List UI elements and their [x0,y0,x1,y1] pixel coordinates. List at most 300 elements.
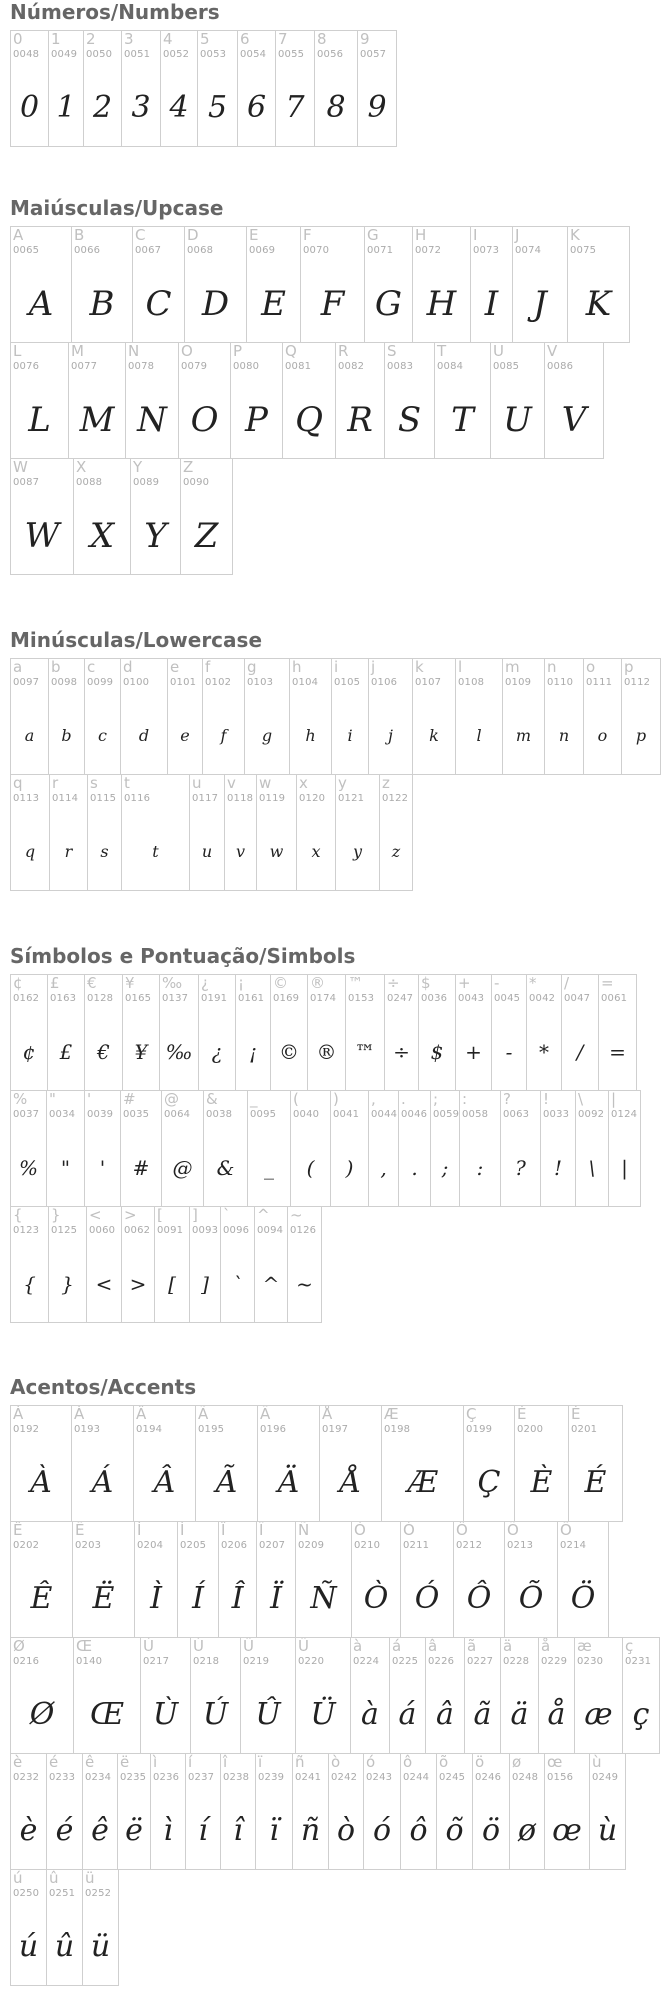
char-label: € [87,974,97,992]
glyph-sample: v [235,842,246,861]
glyph-sample: 9 [367,90,387,125]
char-code: 0244 [403,1772,430,1783]
glyph-sample: ™ [355,1039,375,1064]
glyph-sample: ¡ [248,1039,258,1064]
char-code: 0046 [401,1109,428,1120]
glyph-sample: G [374,283,403,324]
glyph-cell [335,342,385,459]
char-label: s [90,774,98,792]
glyph-sample: F [320,283,345,324]
char-label: $ [421,974,431,992]
char-code: 0110 [547,677,574,688]
char-label: æ [577,1637,592,1655]
glyph-sample: À [30,1465,52,1500]
char-label: î [223,1753,228,1771]
char-code: 0229 [541,1656,568,1667]
char-code: 0111 [586,677,613,688]
glyph-sample: w [269,842,284,861]
glyph-sample: Å [339,1465,362,1500]
glyph-cell [434,342,491,459]
glyph-cell [117,1753,151,1870]
glyph-sample: u [201,842,213,861]
glyph-sample: Á [91,1465,114,1500]
char-label: Œ [76,1637,93,1655]
char-code: 0057 [360,49,387,60]
glyph-cell [48,658,85,775]
char-label: ! [543,1090,550,1108]
glyph-cell [363,1753,401,1870]
glyph-sample: â [436,1697,454,1732]
char-label: m [505,658,520,676]
char-code: 0078 [128,361,155,372]
char-label: ¡ [238,974,245,992]
char-code: 0174 [310,993,337,1004]
char-code: 0109 [505,677,532,688]
char-label: O [181,342,193,360]
glyph-cell [46,1090,85,1207]
glyph-sample: ñ [300,1813,321,1848]
glyph-cell [10,1405,72,1522]
glyph-cell [314,30,358,147]
char-label: M [71,342,84,360]
char-code: 0122 [382,793,409,804]
glyph-cell [10,226,72,343]
char-label: P [233,342,243,360]
glyph-sample: Û [255,1697,281,1732]
char-code: 0097 [13,677,40,688]
char-code: 0125 [51,1225,78,1236]
char-label: œ [547,1753,563,1771]
glyph-cell [330,1090,369,1207]
char-code: 0090 [183,477,210,488]
char-label: ™ [348,974,363,992]
glyph-cell [247,1090,291,1207]
char-label: ÷ [387,974,400,992]
char-label: Ê [13,1521,23,1539]
glyph-sample: ¿ [211,1039,223,1064]
glyph-sample: Â [153,1465,176,1500]
glyph-sample: H [426,283,457,324]
char-code: 0140 [76,1656,103,1667]
glyph-sample: P [245,399,268,440]
glyph-cell [159,974,199,1091]
glyph-cell [509,1753,545,1870]
glyph-cell [10,1869,47,1986]
glyph-cell [514,1405,569,1522]
char-label: ^ [257,1206,270,1224]
glyph-sample: ü [90,1929,111,1964]
section-accents [10,1375,660,1985]
char-label: Z [183,458,194,476]
char-code: 0100 [123,677,150,688]
char-label: È [517,1405,527,1423]
glyph-sample: M [79,399,115,440]
char-label: q [13,774,23,792]
glyph-cell [230,342,283,459]
glyph-cell [47,974,85,1091]
char-code: 0217 [143,1656,170,1667]
glyph-cell [491,974,527,1091]
char-code: 0120 [299,793,326,804]
glyph-cell [364,226,413,343]
glyph-cell [130,458,181,575]
char-code: 0204 [137,1540,164,1551]
char-label: Ù [143,1637,154,1655]
glyph-sample: & [216,1155,235,1180]
glyph-sample: V [561,399,587,440]
char-code: 0205 [180,1540,207,1551]
char-code: 0058 [462,1109,489,1120]
char-code: 0113 [13,793,40,804]
char-code: 0045 [494,993,521,1004]
char-label: ® [310,974,325,992]
glyph-cell [202,658,245,775]
glyph-cell [455,658,503,775]
char-label: } [51,1206,61,1224]
glyph-sample: à [361,1697,379,1732]
char-label: T [437,342,447,360]
glyph-sample: ¥ [134,1039,148,1064]
char-label: Ä [260,1405,271,1423]
glyph-sample: ( [306,1155,315,1180]
glyph-sample: Ô [466,1581,492,1616]
char-code: 0063 [503,1109,530,1120]
char-label: Ü [298,1637,309,1655]
glyph-sample: " [60,1155,71,1180]
glyph-sample: A [28,283,54,324]
char-label: ç [625,1637,634,1655]
glyph-sample: Ø [29,1697,55,1732]
glyph-sample: U [503,399,532,440]
char-code: 0193 [74,1424,101,1435]
char-code: 0191 [201,993,228,1004]
char-label: d [123,658,133,676]
char-label: % [13,1090,28,1108]
glyph-sample: j [388,726,393,745]
glyph-sample: Ü [310,1697,336,1732]
glyph-cell [351,1521,401,1638]
glyph-sample: ø [517,1813,537,1848]
glyph-cell [218,1521,257,1638]
char-label: _ [250,1090,258,1108]
glyph-cell [598,974,637,1091]
char-label: r [52,774,59,792]
char-label: N [128,342,140,360]
glyph-sample: ò [336,1813,356,1848]
char-code: 0115 [90,793,117,804]
glyph-sample: k [429,726,439,745]
char-code: 0084 [437,361,464,372]
glyph-cell [10,1090,47,1207]
char-code: 0038 [206,1109,233,1120]
glyph-sample: C [145,283,172,324]
char-code: 0066 [74,245,101,256]
char-code: 0035 [123,1109,150,1120]
char-code: 0042 [529,993,556,1004]
char-label: & [206,1090,218,1108]
char-label: Û [243,1637,254,1655]
char-code: 0056 [317,49,344,60]
char-code: 0116 [124,793,151,804]
char-code: 0104 [292,677,319,688]
char-code: 0082 [338,361,365,372]
char-label: 5 [200,30,210,48]
char-code: 0211 [403,1540,430,1551]
char-label: x [299,774,308,792]
char-label: # [123,1090,136,1108]
glyph-sample: R [347,399,373,440]
char-code: 0192 [13,1424,40,1435]
char-code: 0054 [240,49,267,60]
char-code: 0039 [87,1109,114,1120]
glyph-cell [237,30,276,147]
glyph-cell [82,1869,119,1986]
char-code: 0086 [547,361,574,372]
char-code: 0052 [163,49,190,60]
glyph-sample: è [19,1813,38,1848]
glyph-sample: $ [430,1039,444,1064]
glyph-sample: ë [125,1813,143,1848]
char-label: | [611,1090,617,1108]
glyph-sample: Õ [518,1581,544,1616]
glyph-cell [240,1637,296,1754]
glyph-sample: % [18,1155,38,1180]
char-code: 0074 [515,245,542,256]
char-code: 0219 [243,1656,270,1667]
char-label: Ë [75,1521,85,1539]
glyph-sample: h [305,726,316,745]
glyph-sample: - [505,1039,513,1064]
char-label: . [401,1090,406,1108]
glyph-cell [235,974,271,1091]
glyph-sample: L [28,399,51,440]
glyph-cell [220,1206,255,1323]
char-code: 0245 [439,1772,466,1783]
char-label: C [135,226,146,244]
glyph-cell [190,1637,241,1754]
glyph-cell [464,1637,501,1754]
glyph-sample: ~ [296,1271,313,1296]
char-code: 0098 [51,677,78,688]
char-label: z [382,774,390,792]
char-label: v [227,774,236,792]
glyph-sample: œ [552,1813,582,1848]
glyph-cell [544,658,584,775]
char-label: í [188,1753,193,1771]
char-label: ü [85,1869,95,1887]
glyph-cell [512,226,568,343]
glyph-sample: ì [163,1813,173,1848]
char-label: X [76,458,87,476]
glyph-sample: Z [194,515,219,556]
char-label: ; [433,1090,439,1108]
char-label: á [392,1637,402,1655]
glyph-cell [255,1753,293,1870]
char-label: é [49,1753,59,1771]
glyph-sample: ` [232,1271,243,1296]
glyph-sample: s [100,842,109,861]
glyph-cell [557,1521,609,1638]
char-code: 0118 [227,793,254,804]
glyph-sample: e [180,726,190,745]
glyph-cell [544,1753,590,1870]
glyph-sample: Ê [30,1581,53,1616]
glyph-cell [561,974,599,1091]
glyph-sample: ] [201,1271,209,1296]
char-label: ï [258,1753,263,1771]
glyph-sample: ö [481,1813,501,1848]
glyph-cell [10,1753,47,1870]
char-code: 0085 [493,361,520,372]
glyph-cell [73,1637,141,1754]
glyph-cell [384,974,419,1091]
char-label: ë [120,1753,130,1771]
char-label: G [367,226,379,244]
char-code: 0092 [578,1109,605,1120]
char-label: õ [439,1753,449,1771]
glyph-cell [121,1206,155,1323]
char-code: 0102 [205,677,232,688]
char-label: Õ [507,1521,519,1539]
glyph-cell [575,1090,609,1207]
char-code: 0220 [298,1656,325,1667]
glyph-cell [195,1405,258,1522]
glyph-cell [48,1206,87,1323]
glyph-cell [350,1637,390,1754]
glyph-sample: d [138,726,150,745]
char-code: 0226 [428,1656,455,1667]
char-code: 0049 [51,49,78,60]
char-code: 0207 [259,1540,286,1551]
glyph-cell [412,226,471,343]
char-code: 0214 [560,1540,587,1551]
section-title: Números/Numbers [10,0,220,24]
char-code: 0050 [86,49,113,60]
glyph-sample: ú [18,1929,39,1964]
char-code: 0053 [200,49,227,60]
glyph-cell [256,774,297,891]
char-label: £ [50,974,60,992]
char-code: 0073 [473,245,500,256]
char-code: 0243 [366,1772,393,1783]
char-label: ú [13,1869,23,1887]
section-title: Minúsculas/Lowercase [10,628,263,652]
glyph-cell [167,658,203,775]
char-label: Å [322,1405,333,1423]
glyph-cell [82,1753,118,1870]
char-code: 0156 [547,1772,574,1783]
glyph-sample: r [64,842,73,861]
glyph-sample: ÷ [393,1039,410,1064]
glyph-cell [10,1206,49,1323]
glyph-cell [544,342,604,459]
glyph-sample: + [465,1039,482,1064]
char-label: h [292,658,302,676]
char-code: 0169 [273,993,300,1004]
glyph-sample: b [61,726,72,745]
glyph-cell [567,226,630,343]
glyph-sample: { [23,1271,36,1296]
glyph-sample: ® [316,1039,337,1064]
char-code: 0213 [507,1540,534,1551]
glyph-cell [46,1869,83,1986]
glyph-cell [568,1405,623,1522]
glyph-sample: / [576,1039,584,1064]
glyph-cell [161,1090,204,1207]
char-code: 0232 [13,1772,40,1783]
char-code: 0216 [13,1656,40,1667]
char-label: ‰ [162,974,183,992]
char-code: 0249 [592,1772,619,1783]
glyph-sample: J [533,283,547,324]
glyph-cell [453,1521,505,1638]
char-label: ( [293,1090,299,1108]
char-code: 0040 [293,1109,320,1120]
char-code: 0239 [258,1772,285,1783]
glyph-cell [504,1521,558,1638]
char-code: 0235 [120,1772,147,1783]
glyph-sample: ; [441,1155,449,1180]
glyph-sample: ó [372,1813,392,1848]
glyph-sample: Î [231,1581,244,1616]
char-code: 0233 [49,1772,76,1783]
char-label: Í [180,1521,185,1539]
char-code: 0105 [334,677,361,688]
glyph-cell [345,974,385,1091]
char-code: 0081 [285,361,312,372]
glyph-cell [500,1090,541,1207]
char-code: 0206 [221,1540,248,1551]
glyph-cell [197,30,238,147]
char-label: ' [87,1090,92,1108]
glyph-sample: \ [588,1155,596,1180]
char-label: ? [503,1090,511,1108]
glyph-cell [10,658,49,775]
glyph-cell [49,774,88,891]
glyph-sample: S [397,399,422,440]
glyph-cell [455,974,492,1091]
char-label: è [13,1753,23,1771]
char-label: À [13,1405,24,1423]
glyph-cell [184,226,247,343]
glyph-cell [368,658,413,775]
glyph-cell [178,342,231,459]
glyph-cell [120,1090,162,1207]
glyph-cell [84,658,121,775]
glyph-sample: D [201,283,230,324]
char-label: p [624,658,634,676]
char-code: 0064 [164,1109,191,1120]
char-code: 0162 [13,993,40,1004]
glyph-cell [140,1637,191,1754]
glyph-sample: 4 [169,90,189,125]
char-label: y [338,774,347,792]
glyph-sample: € [97,1039,110,1064]
char-code: 0061 [601,993,628,1004]
glyph-sample: é [55,1813,74,1848]
glyph-sample: . [411,1155,418,1180]
glyph-sample: N [137,399,167,440]
glyph-sample: [ [168,1271,176,1296]
glyph-cell [87,774,122,891]
glyph-cell [526,974,562,1091]
char-code: 0230 [577,1656,604,1667]
char-label: Ñ [298,1521,310,1539]
char-label: , [371,1090,376,1108]
char-code: 0163 [50,993,77,1004]
glyph-sample: ô [409,1813,428,1848]
glyph-cell [244,658,290,775]
